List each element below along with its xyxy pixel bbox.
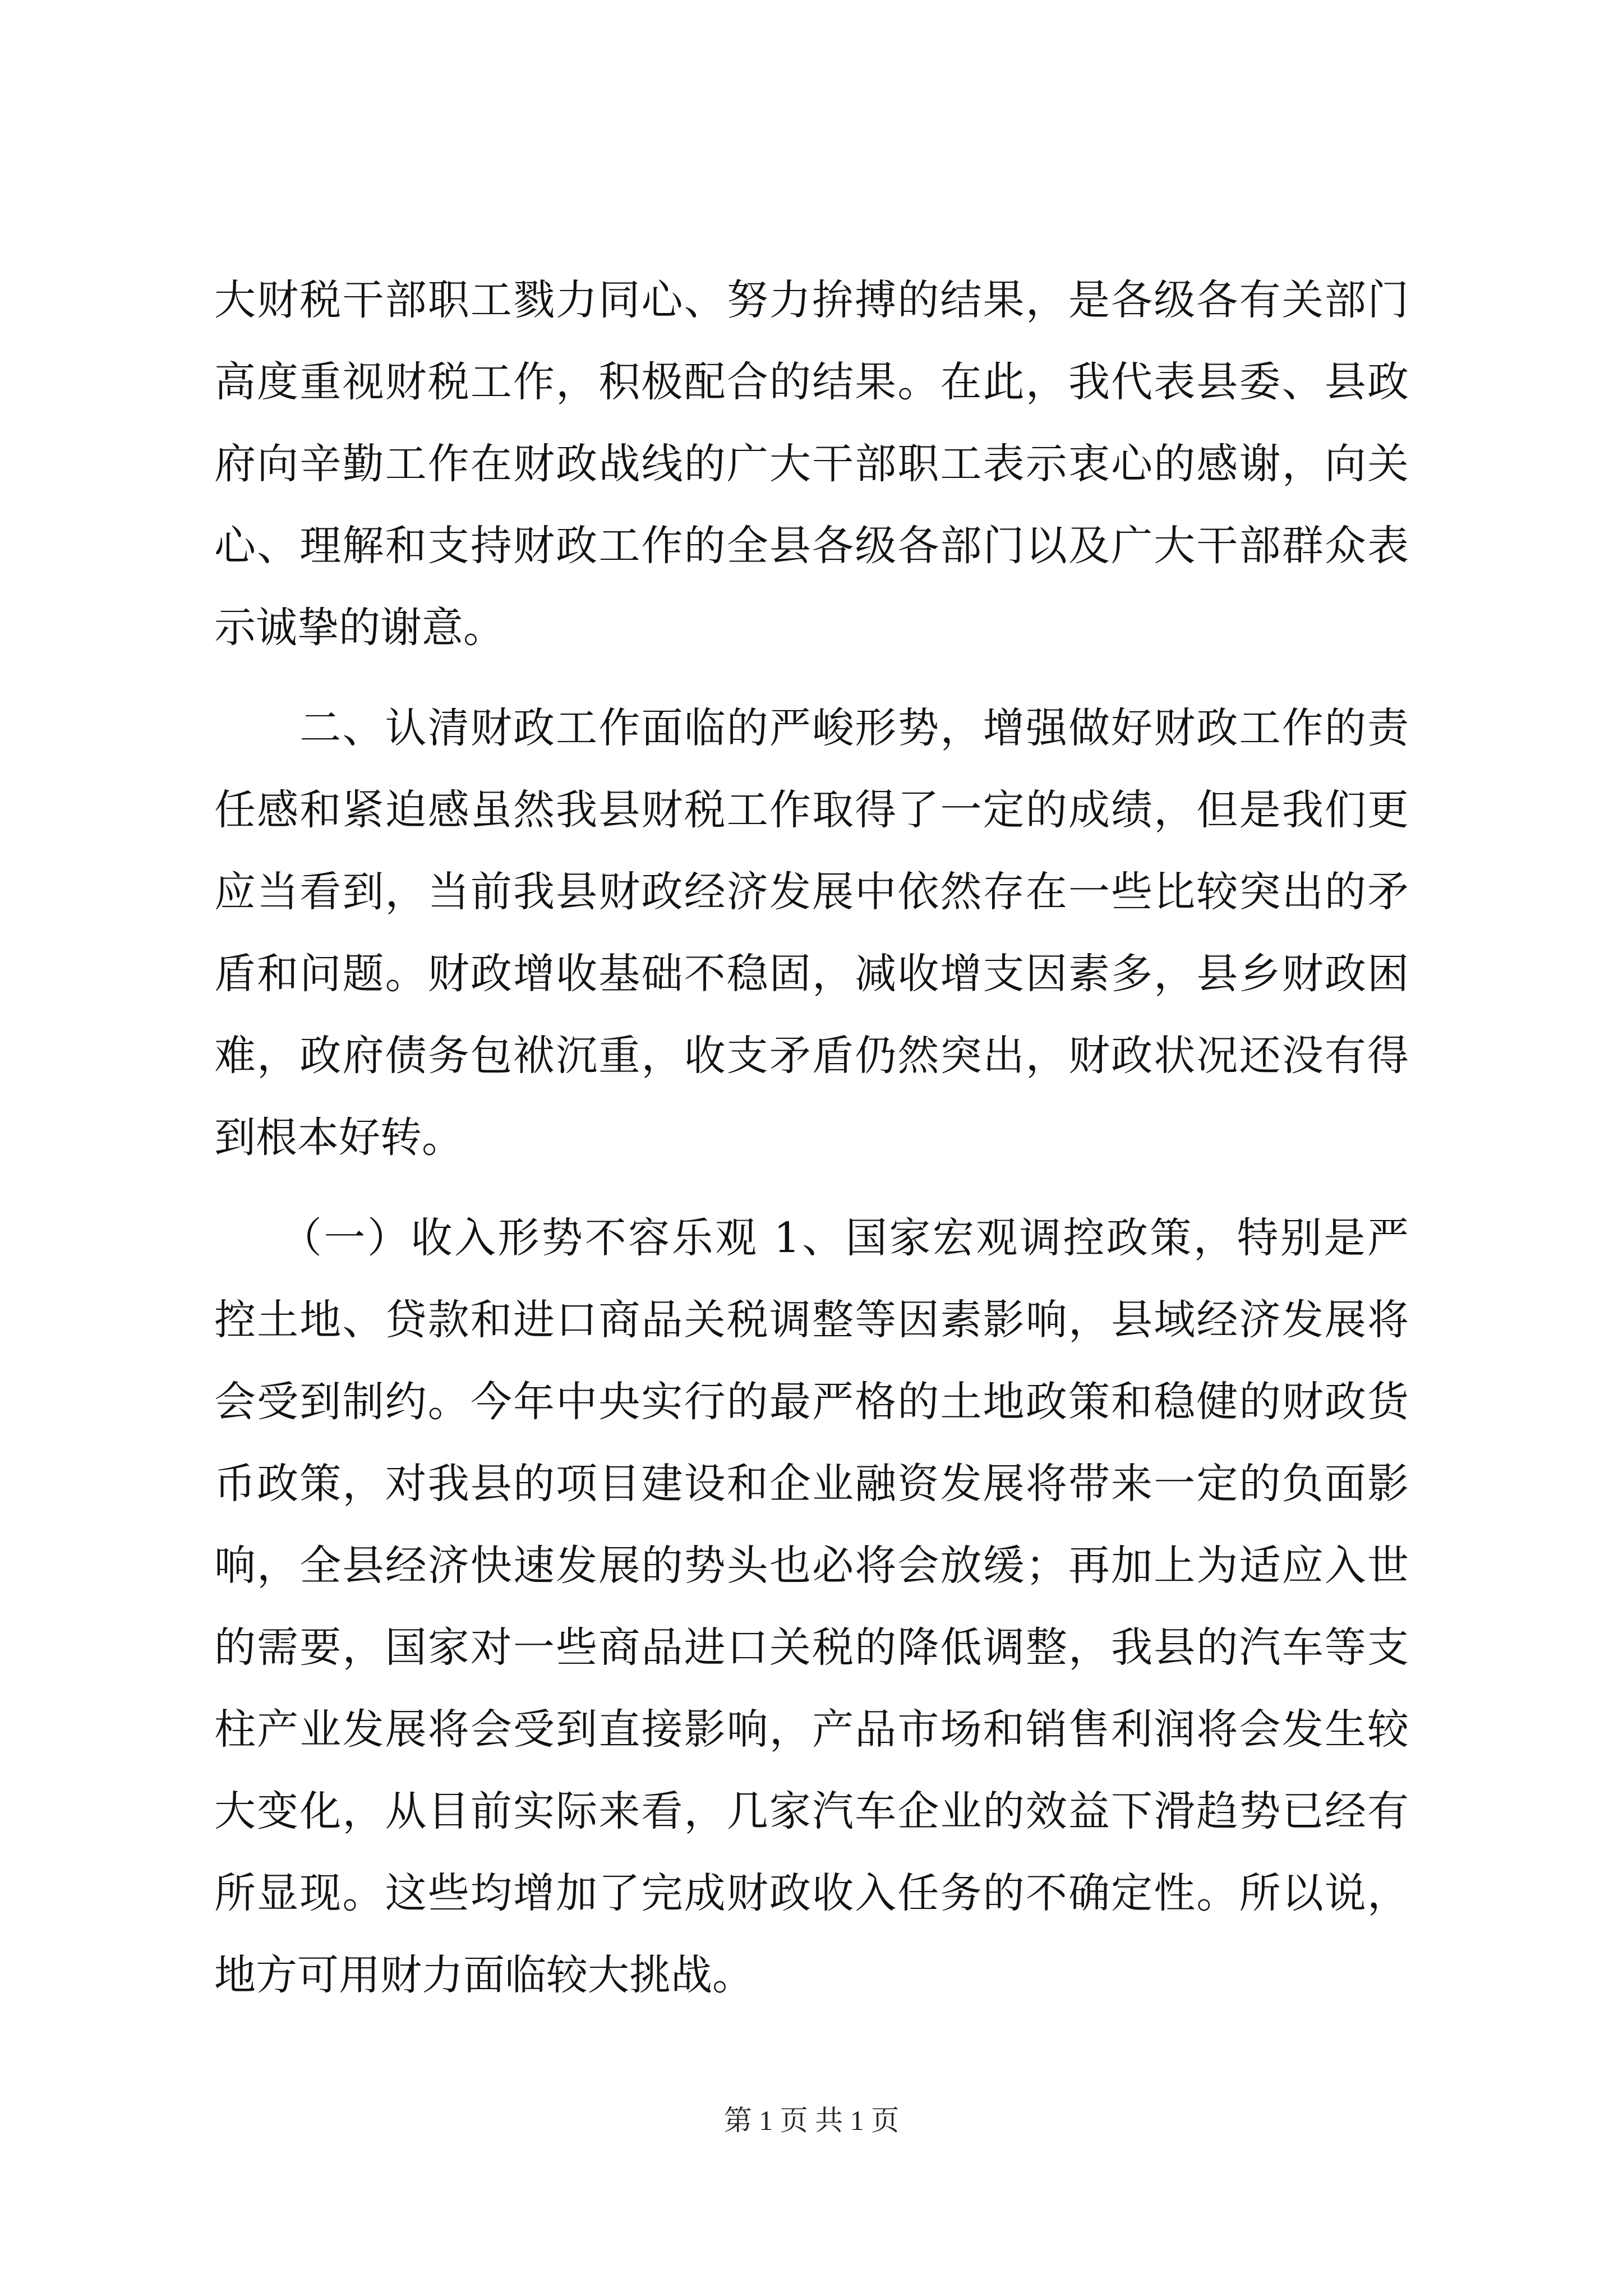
- text-line: 大财税干部职工戮力同心、努力拚搏的结果，是各级各有关部门: [214, 276, 1409, 324]
- body-text: [214, 259, 1409, 2016]
- text-line: 应当看到，当前我县财政经济发展中依然存在一些比较突出的矛: [214, 868, 1409, 916]
- text-line: 地方可用财力面临较大挑战。: [214, 1951, 754, 1999]
- text-line: 控土地、贷款和进口商品关税调整等因素影响，县域经济发展将: [214, 1296, 1409, 1344]
- text-line: 大变化，从目前实际来看，几家汽车企业的效益下滑趋势已经有: [214, 1787, 1409, 1835]
- text-line: （一）收入形势不容乐观 1、国家宏观调控政策，特别是严: [214, 1214, 1409, 1262]
- text-line: 府向辛勤工作在财政战线的广大干部职工表示衷心的感谢，向关: [214, 440, 1409, 488]
- text-line: 盾和问题。财政增收基础不稳固，减收增支因素多，县乡财政困: [214, 950, 1409, 998]
- text-line: 难，政府债务包袱沉重，收支矛盾仍然突出，财政状况还没有得: [214, 1032, 1409, 1080]
- text-line: 柱产业发展将会受到直接影响，产品市场和销售利润将会发生较: [214, 1705, 1409, 1754]
- text-line: 币政策，对我县的项目建设和企业融资发展将带来一定的负面影: [214, 1460, 1409, 1508]
- text-line: 会受到制约。今年中央实行的最严格的土地政策和稳健的财政货: [214, 1378, 1409, 1426]
- paragraph-2: [214, 687, 1409, 1179]
- text-line: 示诚挚的谢意。: [214, 604, 505, 652]
- text-line: 的需要，国家对一些商品进口关税的降低调整，我县的汽车等支: [214, 1623, 1409, 1672]
- paragraph-gap: [214, 669, 1409, 687]
- paragraph-1: [214, 259, 1409, 669]
- paragraph-gap: [214, 1179, 1409, 1197]
- text-line: 心、理解和支持财政工作的全县各级各部门以及广大干部群众表: [214, 522, 1409, 570]
- paragraph-3: [214, 1197, 1409, 2016]
- text-line: 高度重视财税工作，积极配合的结果。在此，我代表县委、县政: [214, 358, 1409, 406]
- text-line: 所显现。这些均增加了完成财政收入任务的不确定性。所以说，: [214, 1869, 1409, 1917]
- text-line: 二、认清财政工作面临的严峻形势，增强做好财政工作的责: [214, 704, 1409, 752]
- page-footer: 第 1 页 共 1 页: [723, 2105, 900, 2136]
- text-line: 到根本好转。: [214, 1114, 463, 1162]
- text-line: 响，全县经济快速发展的势头也必将会放缓；再加上为适应入世: [214, 1542, 1409, 1590]
- text-line: 任感和紧迫感虽然我县财税工作取得了一定的成绩，但是我们更: [214, 786, 1409, 834]
